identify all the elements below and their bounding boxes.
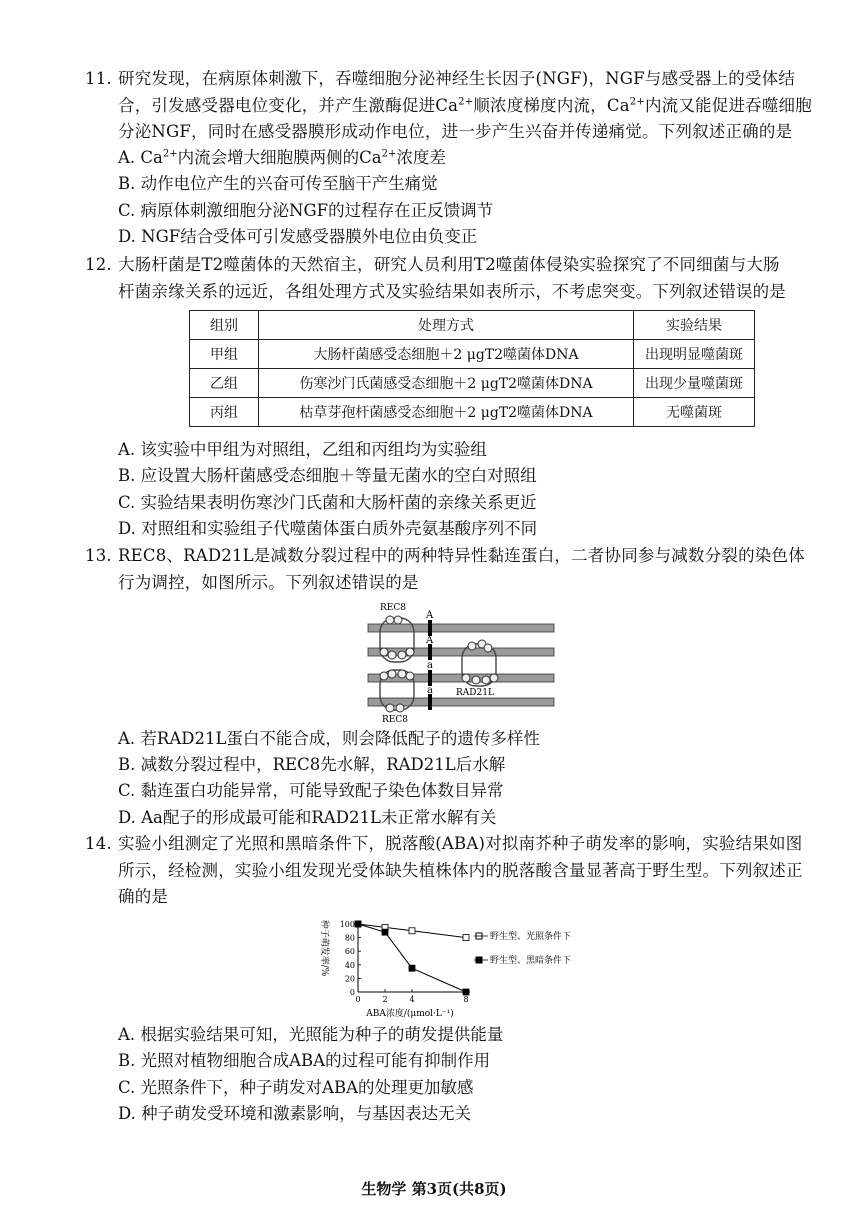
chart-legend <box>474 930 571 966</box>
locus-mark <box>428 644 432 660</box>
question-11-stem <box>85 66 830 146</box>
data-point-series-2 <box>382 929 388 935</box>
stem-line: 所示，经检测，实验小组发现光受体缺失植株体内的脱落酸含量显著高于野生型。下列叙述正 <box>118 860 803 880</box>
table-row <box>190 340 755 369</box>
question-number: 11. <box>85 69 112 88</box>
table-header: 处理方式 <box>259 311 634 340</box>
legend-entry-light: 野生型、光照条件下 <box>490 932 572 942</box>
allele-label: A <box>426 610 434 621</box>
stem-line: 分泌NGF，同时在感受器膜形成动作电位，进一步产生兴奋并传递痛觉。下列叙述正确的是 <box>118 122 793 141</box>
option-d: D. NGF结合受体可引发感受器膜外电位由负变正 <box>118 227 478 246</box>
chromatid-4 <box>368 698 554 706</box>
chart-ylabel: 种子萌发率/% <box>319 919 329 977</box>
y-tick-label: 20 <box>344 974 355 984</box>
table-cell: 出现少量噬菌斑 <box>634 369 755 398</box>
table-cell: 大肠杆菌感受态细胞＋2 μgT2噬菌体DNA <box>259 340 634 369</box>
stem-line: 大肠杆菌是T2噬菌体的天然宿主，研究人员利用T2噬菌体侵染实验探究了不同细菌与大肠 <box>118 255 780 274</box>
series-line-2 <box>358 924 466 992</box>
chromatid-1 <box>368 624 554 632</box>
table-header-row <box>190 311 755 340</box>
data-point-series-2 <box>463 989 469 995</box>
table-header: 组别 <box>190 311 259 340</box>
question-number: 14. <box>85 834 112 853</box>
rec8-label-top: REC8 <box>380 603 406 613</box>
cohesin-diagram <box>366 600 556 726</box>
option-c: C. 病原体刺激细胞分泌NGF的过程存在正反馈调节 <box>118 201 494 220</box>
x-tick-label: 4 <box>409 995 415 1004</box>
table-cell: 丙组 <box>190 398 259 427</box>
x-tick-label: 0 <box>355 995 361 1004</box>
option-d: D. 种子萌发受环境和激素影响，与基因表达无关 <box>118 1104 472 1123</box>
y-tick-label: 80 <box>344 933 355 943</box>
chart-axes <box>340 920 470 1004</box>
table-cell: 甲组 <box>190 340 259 369</box>
allele-label: A <box>426 635 434 646</box>
chart-xlabel: ABA浓度/(μmol·L⁻¹) <box>366 1009 454 1019</box>
option-b: B. 减数分裂过程中，REC8先水解，RAD21L后水解 <box>118 755 506 774</box>
stem-line: 研究发现，在病原体刺激下，吞噬细胞分泌神经生长因子(NGF)，NGF与感受器上的受体结 <box>118 69 796 88</box>
experiment-table <box>189 310 755 427</box>
option-c: C. 黏连蛋白功能异常，可能导致配子染色体数目异常 <box>118 781 504 800</box>
question-14-stem <box>85 831 830 911</box>
option-a: A. 若RAD21L蛋白不能合成，则会降低配子的遗传多样性 <box>118 729 540 748</box>
allele-label: a <box>427 660 433 671</box>
table-cell: 出现明显噬菌斑 <box>634 340 755 369</box>
data-point-series-2 <box>409 965 415 971</box>
option-d: D. Aa配子的形成最可能和RAD21L未正常水解有关 <box>118 808 497 827</box>
legend-entry-dark: 野生型、黑暗条件下 <box>490 956 572 966</box>
stem-line: 实验小组测定了光照和黑暗条件下，脱落酸(ABA)对拟南芥种子萌发率的影响，实验结果如图 <box>118 834 803 853</box>
option-d: D. 对照组和实验组子代噬菌体蛋白质外壳氨基酸序列不同 <box>118 519 538 538</box>
rec8-label-bottom: REC8 <box>382 715 408 725</box>
stem-line: 行为调控，如图所示。下列叙述错误的是 <box>118 572 419 592</box>
locus-mark <box>428 670 432 686</box>
table-row <box>190 398 755 427</box>
x-tick-label: 2 <box>382 995 388 1004</box>
stem-line: 杆菌亲缘关系的远近，各组处理方式及实验结果如表所示，不考虑突变。下列叙述错误的是 <box>118 281 786 301</box>
page-footer: 生物学 第3页(共8页) <box>361 1180 507 1198</box>
table-cell: 伤寒沙门氏菌感受态细胞＋2 μgT2噬菌体DNA <box>259 369 634 398</box>
question-13-stem <box>85 543 830 596</box>
stem-line: REC8、RAD21L是减数分裂过程中的两种特异性黏连蛋白，二者协同参与减数分裂的染色体 <box>118 546 805 565</box>
y-tick-label: 100 <box>339 920 355 929</box>
table-row <box>190 369 755 398</box>
table-header: 实验结果 <box>634 311 755 340</box>
locus-mark <box>428 694 432 710</box>
germination-chart <box>306 912 606 1020</box>
x-tick-label: 8 <box>463 995 469 1004</box>
table-cell: 乙组 <box>190 369 259 398</box>
option-b: B. 动作电位产生的兴奋可传至脑干产生痛觉 <box>118 174 438 193</box>
locus-mark <box>428 620 432 636</box>
table-cell: 无噬菌斑 <box>634 398 755 427</box>
question-12-stem <box>85 252 830 305</box>
data-point-series-1 <box>409 928 415 934</box>
chart-marks <box>355 921 469 995</box>
option-c: C. 光照条件下，种子萌发对ABA的处理更加敏感 <box>118 1078 474 1097</box>
option-b: B. 应设置大肠杆菌感受态细胞＋等量无菌水的空白对照组 <box>118 466 537 485</box>
option-a: A. 该实验中甲组为对照组，乙组和丙组均为实验组 <box>118 440 487 459</box>
question-number: 12. <box>85 255 112 274</box>
allele-label: a <box>427 685 433 696</box>
y-tick-label: 0 <box>349 988 355 997</box>
option-a: A. 根据实验结果可知，光照能为种子的萌发提供能量 <box>118 1025 504 1044</box>
option-a: A. $Ca^{2+}$内流会增大细胞膜两侧的$Ca^{2+}$浓度差 <box>118 148 446 167</box>
rad21l-label: RAD21L <box>456 688 494 698</box>
option-b: B. 光照对植物细胞合成ABA的过程可能有抑制作用 <box>118 1051 491 1070</box>
stem-line: 确的是 <box>118 887 169 906</box>
stem-line: 合，引发感受器电位变化，并产生激酶促进$Ca^{2+}$顺浓度梯度内流，$Ca^{2+}$内流又能促进吞噬细胞 <box>118 95 812 115</box>
data-point-series-1 <box>463 935 469 941</box>
data-point-series-2 <box>355 921 361 927</box>
question-number: 13. <box>85 546 112 565</box>
y-tick-label: 60 <box>344 947 355 957</box>
y-tick-label: 40 <box>344 960 355 970</box>
option-c: C. 实验结果表明伤寒沙门氏菌和大肠杆菌的亲缘关系更近 <box>118 493 537 512</box>
table-cell: 枯草芽孢杆菌感受态细胞＋2 μgT2噬菌体DNA <box>259 398 634 427</box>
